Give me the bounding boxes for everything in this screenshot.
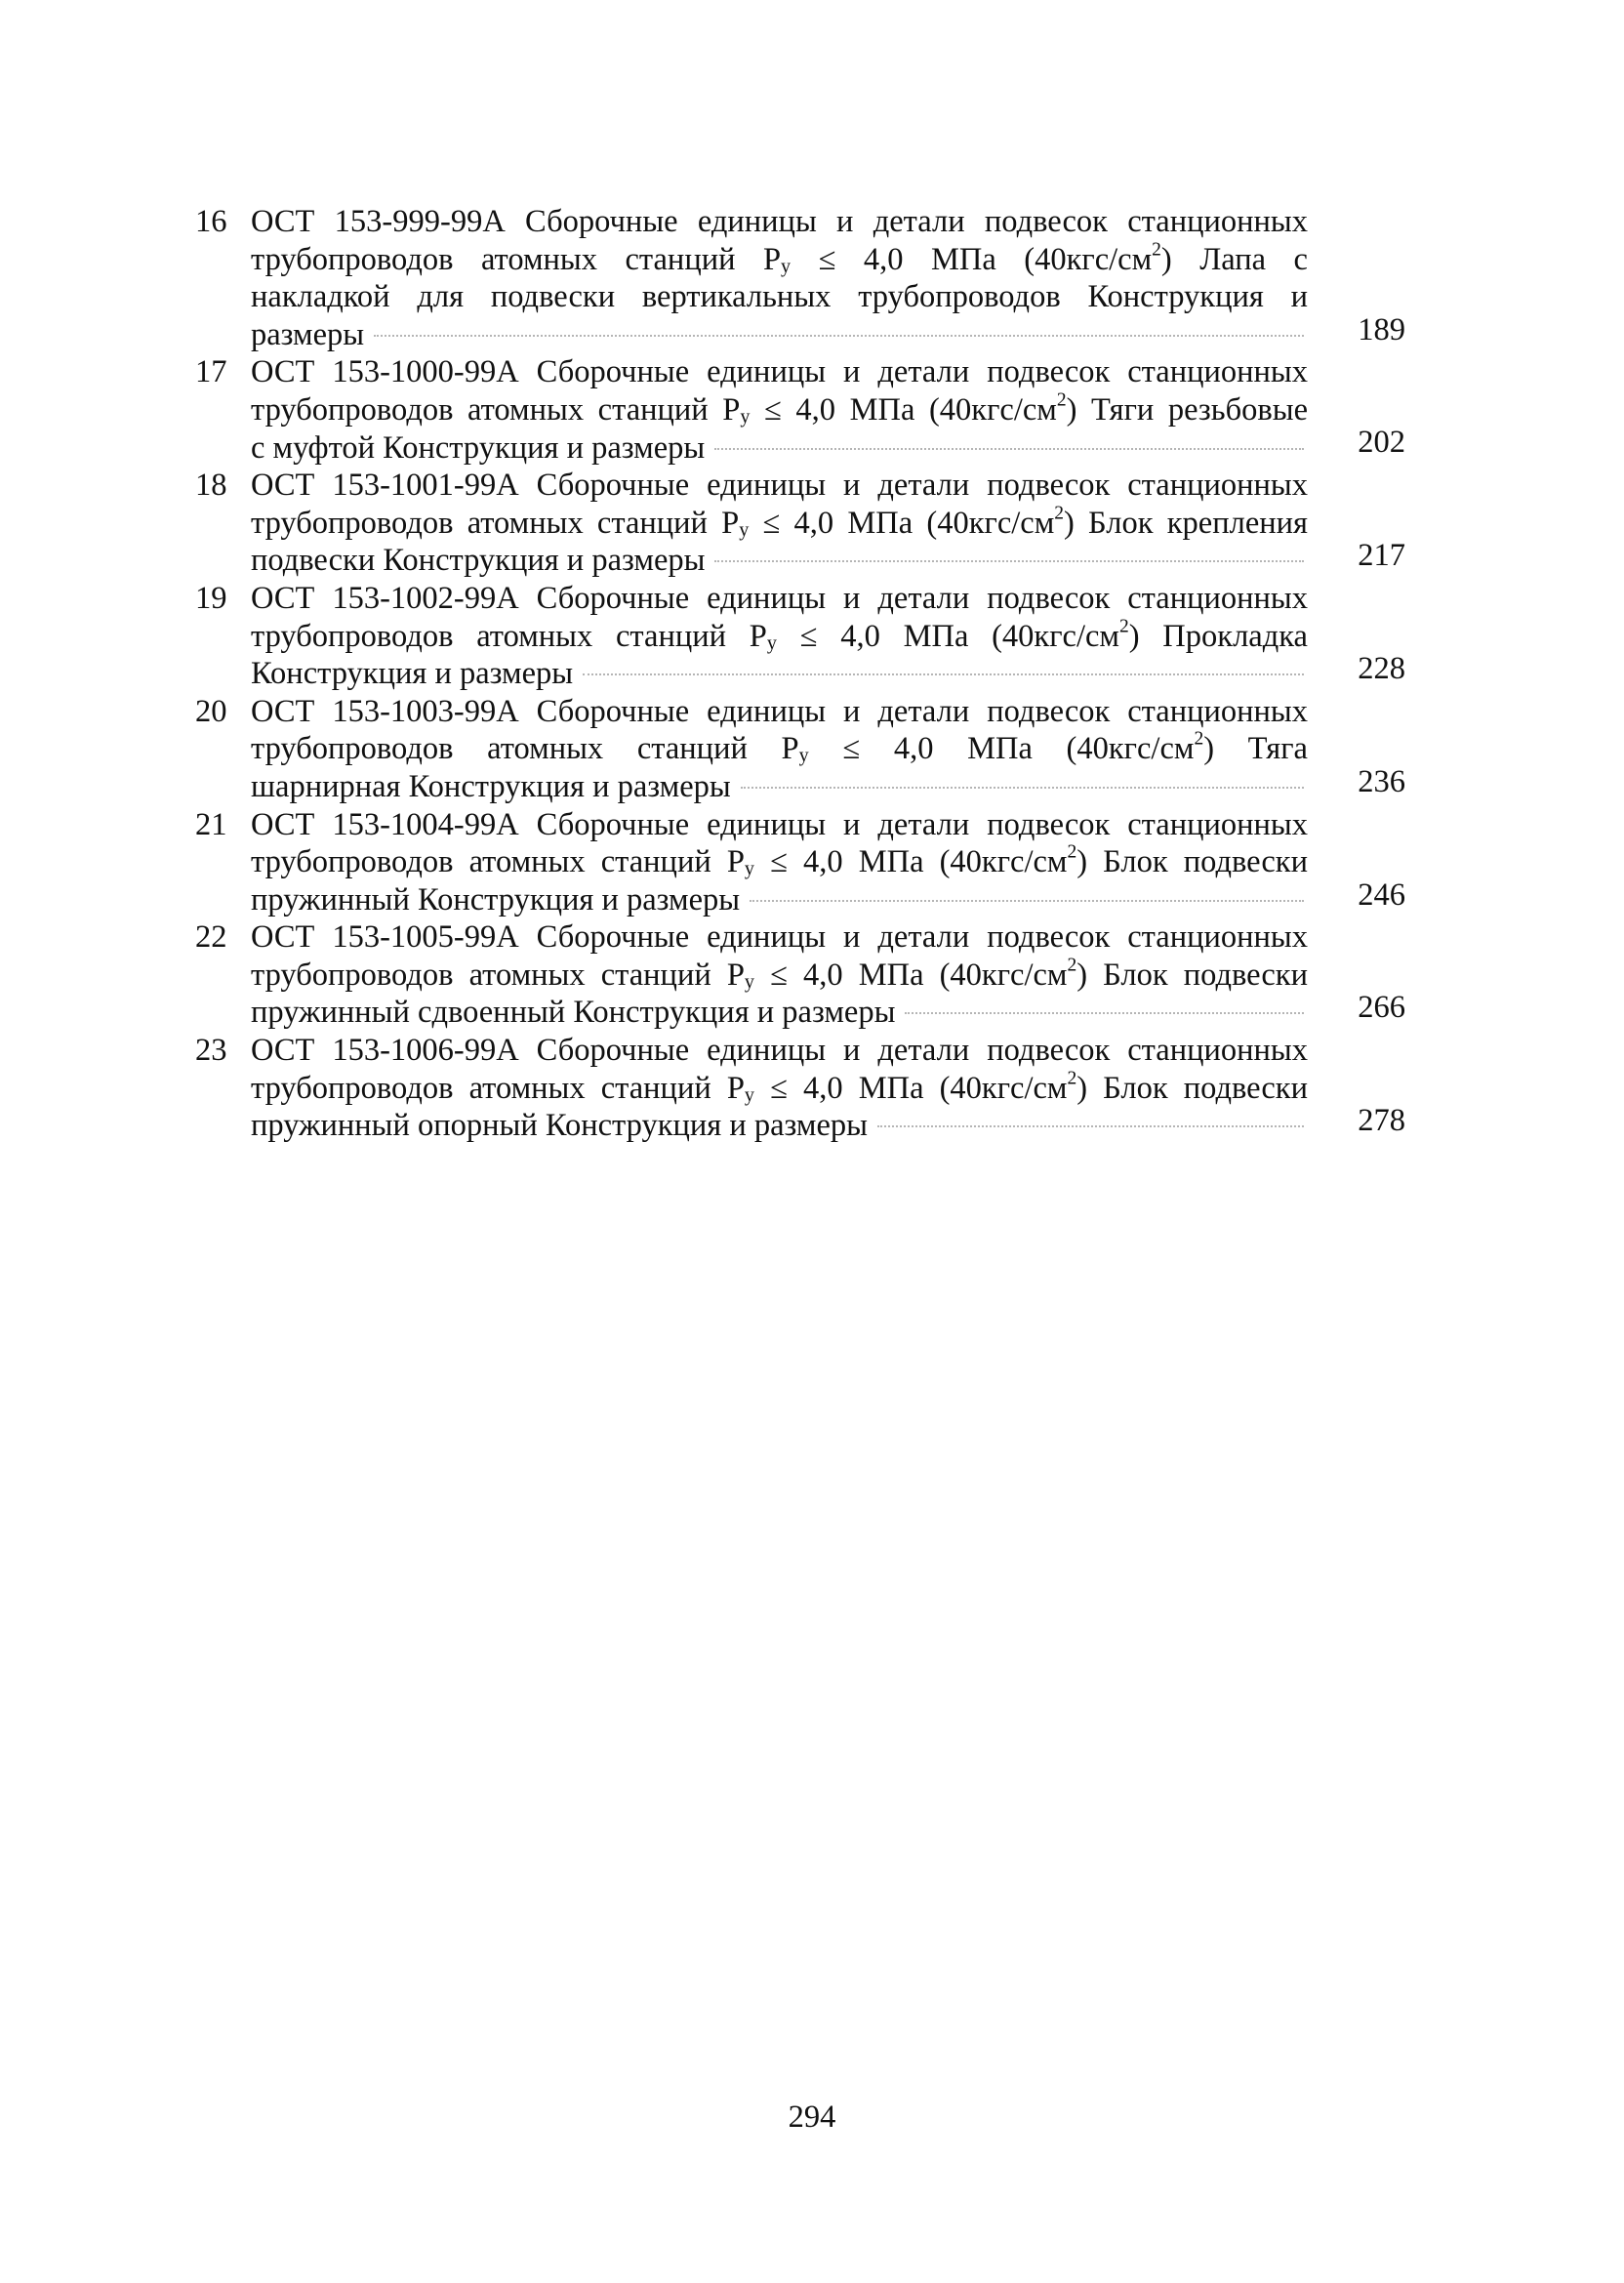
toc-entry-line: пружинный Конструкция и размеры — [251, 881, 741, 917]
toc-entry-line: подвески Конструкция и размеры — [251, 543, 706, 579]
toc-entry-line: ОСТ 153-999-99А Сборочные единицы и детали подвесок станционных — [251, 204, 1308, 239]
toc-entry-line: пружинный опорный Конструкция и размеры — [251, 1108, 869, 1144]
dot-leader — [877, 1125, 1304, 1127]
toc-entry-number: 20 — [195, 693, 227, 729]
toc-entry-line: трубопроводов атомных станций $Р_у \le 4,0$ МПа $(40кгс/см^2)$ Блок подвески — [251, 1068, 1308, 1106]
toc-entry-text — [251, 1032, 1308, 1145]
toc-entry-line: Конструкция и размеры — [251, 656, 574, 692]
toc-entry-line: шарнирная Конструкция и размеры — [251, 768, 731, 804]
dot-leader — [714, 448, 1304, 450]
toc-entry-last-line — [251, 768, 1308, 806]
toc-entry-17[interactable] — [195, 353, 1405, 467]
toc-entry-line: ОСТ 153-1005-99А Сборочные единицы и детали подвесок станционных — [251, 919, 1308, 956]
toc-entry-last-line — [251, 655, 1308, 693]
toc-entry-line: трубопроводов атомных станций $Р_у \le 4,0$ МПа $(40кгс/см^2)$ Блок подвески — [251, 841, 1308, 880]
toc-entry-text — [251, 580, 1308, 693]
dot-leader — [741, 787, 1304, 789]
table-of-contents — [195, 203, 1405, 1145]
toc-entry-page: 266 — [1358, 990, 1405, 1026]
toc-entry-number: 21 — [195, 806, 227, 842]
toc-entry-number: 19 — [195, 580, 227, 616]
toc-entry-19[interactable] — [195, 580, 1405, 693]
toc-entry-line: накладкой для подвески вертикальных трубопроводов Конструкция и — [251, 279, 1308, 315]
toc-entry-line: ОСТ 153-1002-99А Сборочные единицы и детали подвесок станционных — [251, 580, 1308, 616]
toc-entry-text — [251, 806, 1308, 919]
toc-entry-number: 22 — [195, 919, 227, 956]
page-number: 294 — [788, 2100, 836, 2135]
toc-entry-line: ОСТ 153-1006-99А Сборочные единицы и детали подвесок станционных — [251, 1033, 1308, 1069]
toc-entry-last-line — [251, 1107, 1308, 1145]
toc-entry-23[interactable] — [195, 1032, 1405, 1145]
toc-entry-22[interactable] — [195, 918, 1405, 1032]
toc-entry-line: ОСТ 153-1003-99А Сборочные единицы и детали подвесок станционных — [251, 693, 1308, 729]
toc-entry-text — [251, 693, 1308, 806]
toc-entry-line: трубопроводов атомных станций $Р_у \le 4,0$ МПа $(40кгс/см^2)$ Лапа с — [251, 238, 1308, 277]
toc-entry-line: ОСТ 153-1000-99А Сборочные единицы и детали подвесок станционных — [251, 354, 1308, 390]
toc-entry-last-line — [251, 316, 1308, 354]
toc-entry-text — [251, 353, 1308, 467]
toc-entry-16[interactable] — [195, 203, 1405, 353]
toc-entry-text — [251, 203, 1308, 353]
toc-entry-line: трубопроводов атомных станций $Р_у \le 4,0$ МПа $(40кгс/см^2)$ Тяги резьбовые — [251, 389, 1308, 428]
dot-leader — [905, 1012, 1304, 1014]
toc-entry-line: размеры — [251, 316, 365, 352]
toc-entry-line: трубопроводов атомных станций $Р_у \le 4,0$ МПа $(40кгс/см^2)$ Прокладка — [251, 615, 1308, 654]
toc-entry-page: 228 — [1358, 650, 1405, 686]
toc-entry-number: 16 — [195, 204, 227, 239]
toc-entry-line: трубопроводов атомных станций $Р_у \le 4,0$ МПа $(40кгс/см^2)$ Блок подвески — [251, 955, 1308, 993]
dot-leader — [750, 900, 1304, 902]
toc-entry-page: 217 — [1358, 538, 1405, 574]
toc-entry-20[interactable] — [195, 693, 1405, 806]
toc-entry-page: 189 — [1358, 312, 1405, 347]
toc-entry-number: 23 — [195, 1033, 227, 1069]
toc-entry-page: 278 — [1358, 1103, 1405, 1139]
toc-entry-text — [251, 467, 1308, 580]
toc-entry-line: пружинный сдвоенный Конструкция и размеры — [251, 995, 896, 1031]
toc-entry-page: 246 — [1358, 877, 1405, 913]
toc-entry-text — [251, 918, 1308, 1032]
toc-entry-number: 17 — [195, 354, 227, 390]
toc-entry-line: ОСТ 153-1001-99А Сборочные единицы и детали подвесок станционных — [251, 468, 1308, 504]
toc-entry-last-line — [251, 542, 1308, 580]
toc-entry-last-line — [251, 881, 1308, 919]
toc-entry-last-line — [251, 429, 1308, 468]
toc-entry-last-line — [251, 994, 1308, 1032]
toc-entry-18[interactable] — [195, 467, 1405, 580]
toc-entry-page: 236 — [1358, 763, 1405, 799]
dot-leader — [714, 560, 1304, 562]
dot-leader — [374, 335, 1304, 337]
toc-entry-page: 202 — [1358, 425, 1405, 461]
toc-entry-line: с муфтой Конструкция и размеры — [251, 429, 706, 466]
toc-entry-number: 18 — [195, 468, 227, 504]
toc-entry-line: трубопроводов атомных станций $Р_у \le 4,0$ МПа $(40кгс/см^2)$ Блок крепления — [251, 503, 1308, 541]
toc-entry-21[interactable] — [195, 806, 1405, 919]
dot-leader — [583, 673, 1304, 675]
toc-entry-line: ОСТ 153-1004-99А Сборочные единицы и детали подвесок станционных — [251, 806, 1308, 842]
toc-entry-line: трубопроводов атомных станций $Р_у \le 4,0$ МПа $(40кгс/см^2)$ Тяга — [251, 728, 1308, 767]
